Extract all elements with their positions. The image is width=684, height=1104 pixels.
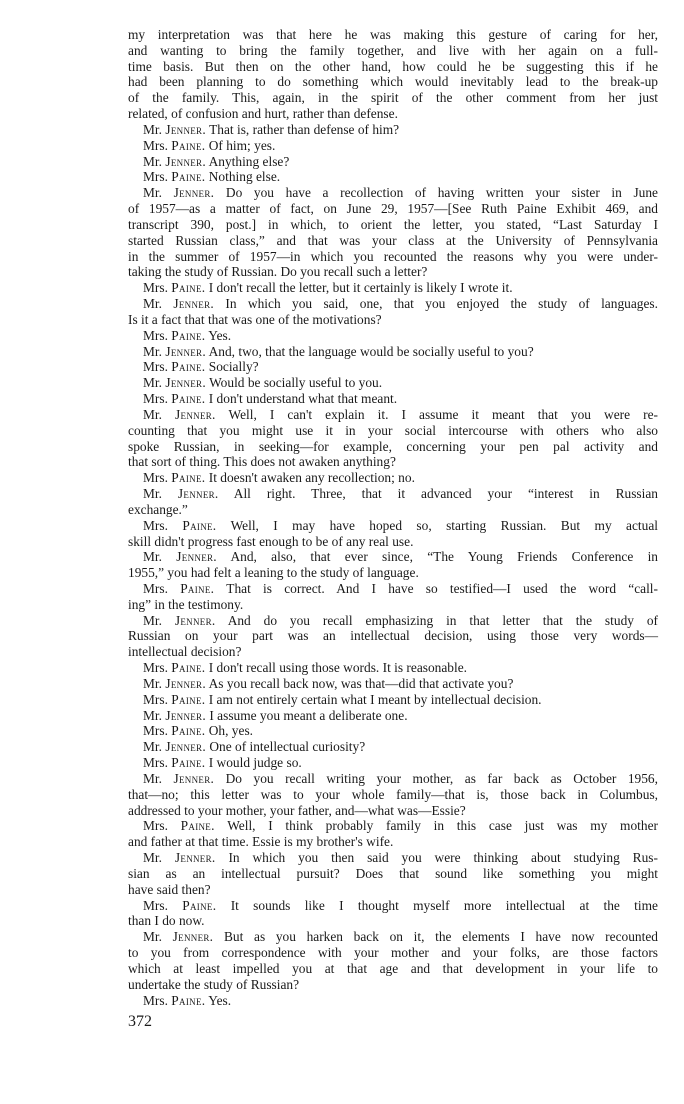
transcript-text	[128, 27, 658, 1008]
speaker-title: Mrs.	[143, 359, 168, 375]
speaker-title: Mr.	[143, 296, 162, 312]
text-line	[128, 249, 658, 265]
speaker-title: Mr.	[143, 153, 162, 169]
line-text: Do you have a recollection of having written your sister in June	[225, 185, 658, 201]
text-line	[128, 122, 658, 138]
text-line	[128, 502, 658, 518]
speaker-name: Jenner.	[174, 612, 216, 628]
speaker-title: Mrs.	[143, 755, 168, 771]
text-line	[128, 264, 658, 280]
line-text: Well, I think probably family in this case just was my mother	[227, 818, 658, 834]
text-line	[128, 565, 658, 581]
line-text: ing” in the testimony.	[128, 596, 244, 612]
text-line	[128, 692, 658, 708]
text-line	[128, 850, 658, 866]
text-line	[128, 27, 658, 43]
line-text: But as you harken back on it, the elements I have now recounted	[223, 929, 658, 945]
line-text: related, of confusion and hurt, rather than defense.	[128, 106, 398, 122]
line-text: Of him; yes.	[208, 137, 276, 153]
speaker-title: Mrs.	[143, 517, 168, 533]
text-line	[128, 993, 658, 1009]
line-text: It sounds like I thought myself more intellectual at the time	[230, 897, 658, 913]
line-text: I am not entirely certain what I meant by intellectual decision.	[208, 691, 542, 707]
speaker-name: Jenner.	[165, 121, 206, 137]
line-text: Yes.	[208, 327, 232, 343]
speaker-title: Mr.	[143, 121, 162, 137]
speaker-title: Mr.	[143, 850, 162, 866]
line-text: Is it a fact that that was one of the motivations?	[128, 311, 382, 327]
text-line	[128, 280, 658, 296]
text-line	[128, 470, 658, 486]
line-text: spoke Russian, in seeking—for example, concerning your pen pal activity and	[128, 438, 658, 454]
line-text: than I do now.	[128, 913, 205, 929]
text-line	[128, 977, 658, 993]
line-text: One of intellectual curiosity?	[209, 739, 366, 755]
text-line	[128, 898, 658, 914]
line-text: which at least impelled you at that age and that development in your life to	[128, 960, 658, 976]
text-line	[128, 59, 658, 75]
text-line	[128, 169, 658, 185]
speaker-name: Jenner.	[173, 770, 215, 786]
speaker-title: Mrs.	[143, 391, 168, 407]
text-line	[128, 771, 658, 787]
text-line	[128, 201, 658, 217]
text-line	[128, 439, 658, 455]
text-line	[128, 407, 658, 423]
speaker-title: Mrs.	[143, 897, 168, 913]
line-text: Oh, yes.	[208, 723, 254, 739]
text-line	[128, 676, 658, 692]
line-text: I don't understand what that meant.	[208, 391, 398, 407]
text-line	[128, 138, 658, 154]
speaker-name: Paine.	[182, 517, 217, 533]
line-text: exchange.”	[128, 501, 188, 517]
line-text: sian as an intellectual pursuit? Does that sound like something you might	[128, 865, 658, 881]
text-line	[128, 185, 658, 201]
speaker-name: Paine.	[171, 723, 206, 739]
text-line	[128, 803, 658, 819]
line-text: All right. Three, that it advanced your “interest in Russian	[233, 486, 659, 502]
line-text: had been planning to do something which would inevitably lead to the break-up	[128, 74, 658, 90]
text-line	[128, 597, 658, 613]
speaker-name: Paine.	[180, 818, 215, 834]
speaker-name: Paine.	[171, 992, 206, 1008]
text-line	[128, 312, 658, 328]
text-line	[128, 818, 658, 834]
line-text: addressed to your mother, your father, and—what was—Essie?	[128, 802, 466, 818]
speaker-name: Jenner.	[165, 375, 206, 391]
speaker-title: Mr.	[143, 343, 162, 359]
text-line	[128, 233, 658, 249]
text-line	[128, 834, 658, 850]
speaker-title: Mr.	[143, 185, 162, 201]
speaker-title: Mrs.	[143, 992, 168, 1008]
speaker-title: Mrs.	[143, 280, 168, 296]
speaker-title: Mrs.	[143, 660, 168, 676]
line-text: Well, I can't explain it. I assume it meant that you were re-	[228, 406, 658, 422]
text-line	[128, 929, 658, 945]
speaker-title: Mr.	[143, 612, 162, 628]
text-line	[128, 534, 658, 550]
speaker-title: Mrs.	[143, 169, 168, 185]
line-text: intellectual decision?	[128, 644, 242, 660]
text-line	[128, 154, 658, 170]
line-text: that sort of thing. This does not awaken anything?	[128, 454, 396, 470]
line-text: transcript 390, post.] in which, to orient the letter, you stated, “Last Saturday I	[128, 216, 658, 232]
line-text: undertake the study of Russian?	[128, 976, 300, 992]
line-text: In which you said, one, that you enjoyed the study of languages.	[225, 296, 658, 312]
speaker-name: Jenner.	[175, 406, 216, 422]
line-text: And do you recall emphasizing in that letter that the study of	[227, 612, 658, 628]
line-text: that—no; this letter was to your whole family—that is, those back in Columbus,	[128, 786, 658, 802]
speaker-name: Paine.	[171, 391, 206, 407]
speaker-title: Mr.	[143, 549, 162, 565]
line-text: have said then?	[128, 881, 211, 897]
line-text: I don't recall using those words. It is reasonable.	[208, 660, 468, 676]
line-text: I assume you meant a deliberate one.	[209, 707, 408, 723]
line-text: my interpretation was that here he was making this gesture of caring for her,	[128, 27, 658, 42]
text-line	[128, 581, 658, 597]
text-line	[128, 739, 658, 755]
line-text: in the summer of 1957—in which you recounted the reasons why you were under-	[128, 248, 658, 264]
line-text: 1955,” you had felt a leaning to the study of language.	[128, 565, 419, 581]
text-line	[128, 74, 658, 90]
text-line	[128, 43, 658, 59]
line-text: time basis. But then on the other hand, how could he be suggesting this if he	[128, 58, 658, 74]
speaker-title: Mrs.	[143, 580, 168, 596]
line-text: I would judge so.	[208, 755, 302, 771]
text-line	[128, 217, 658, 233]
speaker-title: Mr.	[143, 406, 162, 422]
line-text: of the family. This, again, in the spirit of the other comment from her just	[128, 90, 658, 106]
text-line	[128, 961, 658, 977]
line-text: Anything else?	[208, 153, 290, 169]
line-text: Would be socially useful to you.	[209, 375, 383, 391]
speaker-title: Mr.	[143, 707, 162, 723]
text-line	[128, 628, 658, 644]
text-line	[128, 328, 658, 344]
speaker-name: Jenner.	[165, 675, 206, 691]
line-text: and wanting to bring the family together, and live with her again on a full-	[128, 42, 658, 58]
text-line	[128, 913, 658, 929]
line-text: taking the study of Russian. Do you recall such a letter?	[128, 264, 428, 280]
line-text: Well, I may have hoped so, starting Russian. But my actual	[230, 517, 659, 533]
speaker-title: Mrs.	[143, 691, 168, 707]
line-text: Socially?	[208, 359, 259, 375]
speaker-name: Jenner.	[165, 707, 206, 723]
speaker-name: Jenner.	[174, 850, 216, 866]
speaker-name: Paine.	[171, 359, 206, 375]
line-text: As you recall back now, was that—did that activate you?	[208, 675, 514, 691]
speaker-name: Paine.	[171, 137, 206, 153]
speaker-name: Jenner.	[172, 929, 214, 945]
line-text: of 1957—as a matter of fact, on June 29, 1957—[See Ruth Paine Exhibit 469, and	[128, 201, 658, 217]
text-line	[128, 644, 658, 660]
text-line	[128, 106, 658, 122]
text-line	[128, 613, 658, 629]
text-line	[128, 375, 658, 391]
speaker-name: Jenner.	[173, 296, 215, 312]
speaker-title: Mr.	[143, 675, 162, 691]
line-text: And, also, that ever since, “The Young Friends Conference in	[230, 549, 659, 565]
speaker-name: Paine.	[180, 580, 215, 596]
line-text: skill didn't progress fast enough to be of any real use.	[128, 533, 414, 549]
speaker-title: Mr.	[143, 770, 162, 786]
line-text: It doesn't awaken any recollection; no.	[208, 470, 415, 486]
speaker-title: Mr.	[143, 739, 162, 755]
speaker-title: Mrs.	[143, 818, 168, 834]
text-line	[128, 344, 658, 360]
text-line	[128, 90, 658, 106]
speaker-name: Paine.	[171, 327, 206, 343]
text-line	[128, 391, 658, 407]
line-text: That is, rather than defense of him?	[209, 121, 400, 137]
text-line	[128, 882, 658, 898]
text-line	[128, 755, 658, 771]
line-text: and father at that time. Essie is my brother's wife.	[128, 834, 394, 850]
text-line	[128, 518, 658, 534]
speaker-name: Jenner.	[176, 549, 217, 565]
line-text: started Russian class,” and that was your class at the University of Pennsylvania	[128, 232, 658, 248]
text-line	[128, 423, 658, 439]
speaker-title: Mrs.	[143, 327, 168, 343]
page-number: 372	[128, 1013, 152, 1030]
line-text: And, two, that the language would be socially useful to you?	[208, 343, 534, 359]
text-line	[128, 945, 658, 961]
text-line	[128, 486, 658, 502]
text-line	[128, 866, 658, 882]
text-line	[128, 454, 658, 470]
speaker-title: Mr.	[143, 929, 162, 945]
speaker-title: Mrs.	[143, 470, 168, 486]
text-line	[128, 359, 658, 375]
line-text: Russian on your part was an intellectual decision, using those very words—	[128, 628, 658, 644]
speaker-name: Paine.	[171, 660, 206, 676]
speaker-name: Jenner.	[165, 343, 206, 359]
text-line	[128, 296, 658, 312]
line-text: Do you recall writing your mother, as far back as October 1956,	[225, 770, 658, 786]
speaker-title: Mrs.	[143, 137, 168, 153]
speaker-name: Paine.	[171, 755, 206, 771]
speaker-name: Jenner.	[173, 185, 215, 201]
line-text: to you from correspondence with your mother and your folks, are those factors	[128, 945, 658, 961]
speaker-title: Mr.	[143, 486, 162, 502]
speaker-name: Paine.	[171, 470, 206, 486]
speaker-name: Jenner.	[165, 153, 206, 169]
speaker-name: Paine.	[171, 691, 206, 707]
line-text: I don't recall the letter, but it certainly is likely I wrote it.	[208, 280, 513, 296]
line-text: That is correct. And I have so testified—I used the word “call-	[226, 580, 658, 596]
speaker-name: Paine.	[182, 897, 217, 913]
speaker-title: Mrs.	[143, 723, 168, 739]
text-line	[128, 787, 658, 803]
speaker-title: Mr.	[143, 375, 162, 391]
line-text: Yes.	[208, 992, 232, 1008]
text-line	[128, 708, 658, 724]
text-line	[128, 723, 658, 739]
line-text: In which you then said you were thinking about studying Rus-	[228, 850, 658, 866]
speaker-name: Paine.	[171, 280, 206, 296]
line-text: Nothing else.	[208, 169, 281, 185]
line-text: counting that you might use it in your social intercourse with others who also	[128, 422, 658, 438]
text-line	[128, 660, 658, 676]
speaker-name: Jenner.	[165, 739, 206, 755]
speaker-name: Paine.	[171, 169, 206, 185]
speaker-name: Jenner.	[177, 486, 219, 502]
text-line	[128, 549, 658, 565]
